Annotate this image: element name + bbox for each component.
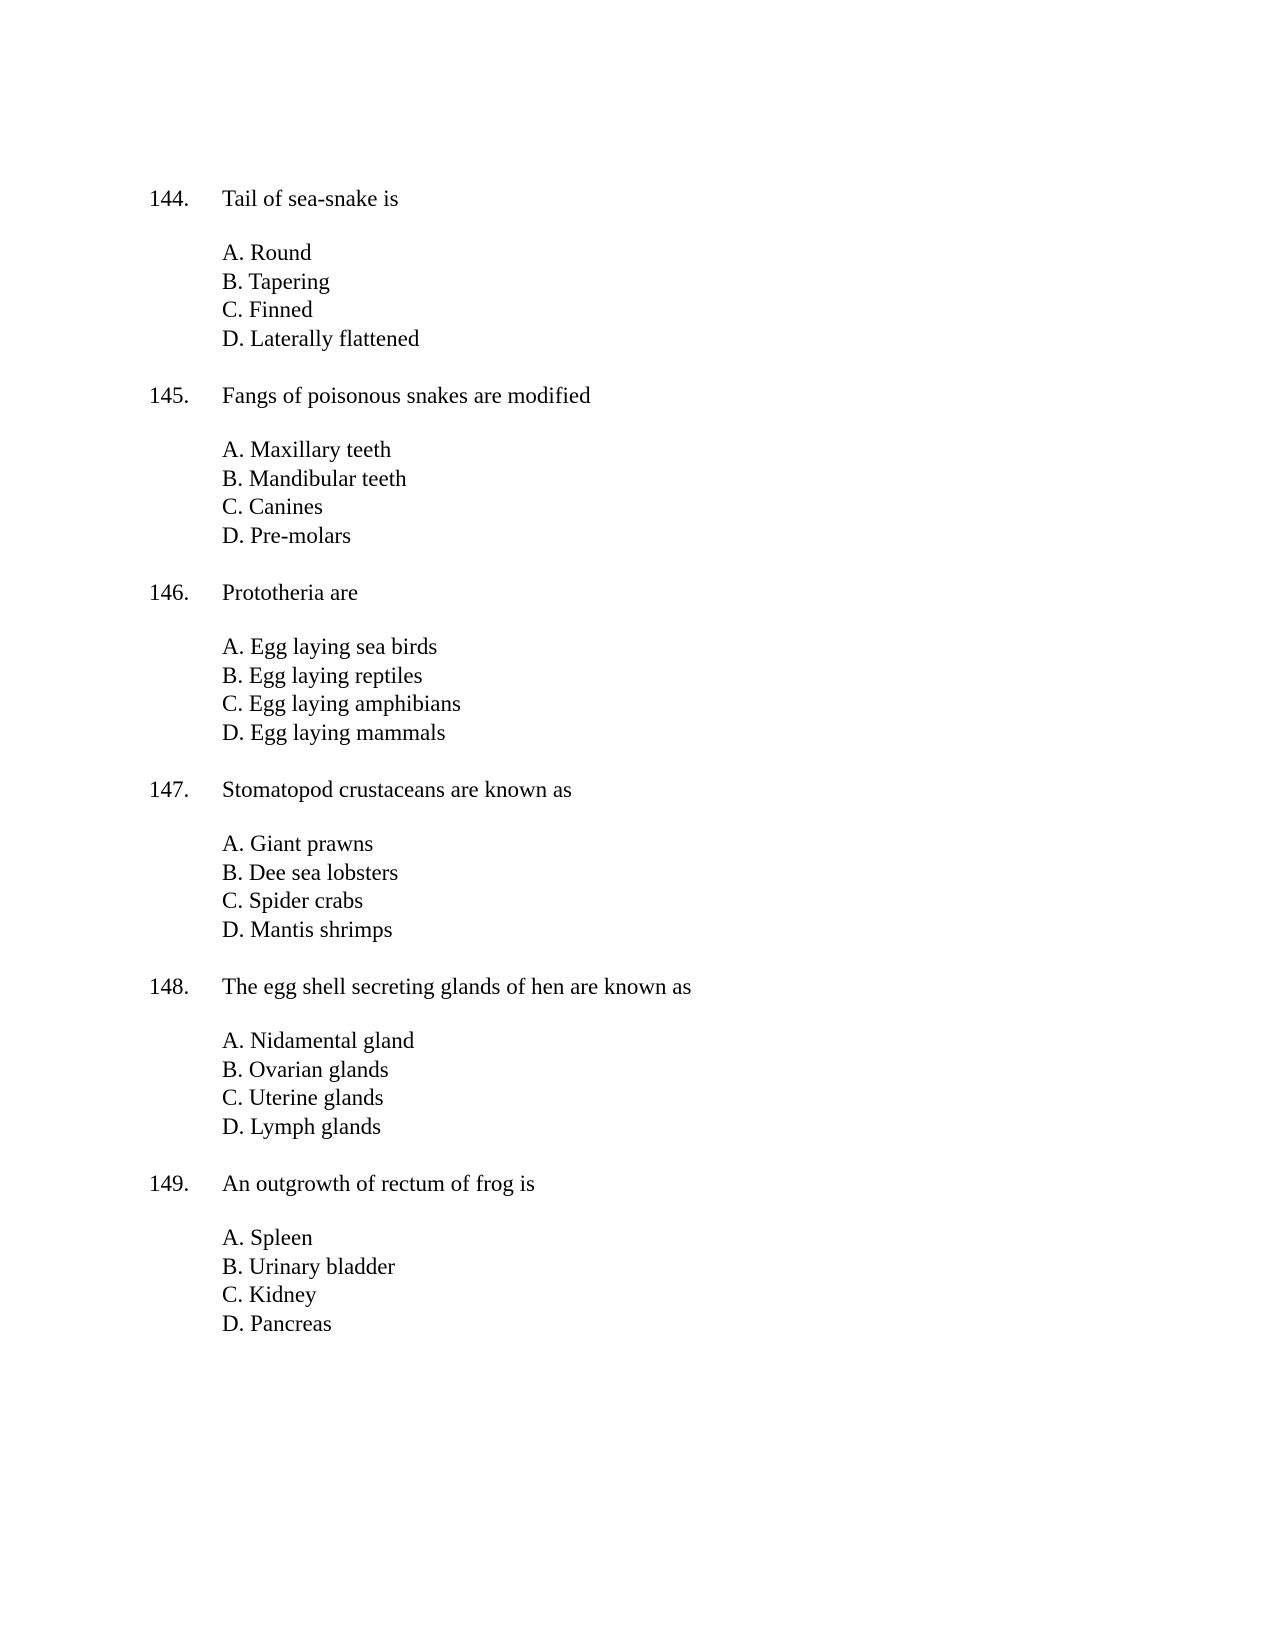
question-line	[0, 578, 1275, 608]
option-b: B. Mandibular teeth	[222, 465, 407, 491]
option-c: C. Uterine glands	[222, 1085, 384, 1110]
option-d: D. Mantis shrimps	[222, 916, 393, 942]
option-c: C. Kidney	[222, 1282, 317, 1307]
option-d: D. Laterally flattened	[222, 325, 420, 351]
question-line	[0, 972, 1275, 1002]
question-text: Prototheria are	[222, 580, 359, 605]
question-number: 144.	[149, 186, 190, 211]
option-b: B. Urinary bladder	[222, 1253, 396, 1279]
question-text: Stomatopod crustaceans are known as	[222, 777, 573, 802]
question-line	[0, 381, 1275, 411]
option-c: C. Egg laying amphibians	[222, 691, 461, 716]
option-list	[222, 1224, 395, 1338]
option-c: C. Canines	[222, 494, 323, 519]
question-number: 148.	[149, 974, 190, 999]
option-a: A. Spleen	[222, 1225, 313, 1250]
option-a: A. Nidamental gland	[222, 1028, 415, 1053]
option-a: A. Giant prawns	[222, 831, 374, 856]
option-b: B. Egg laying reptiles	[222, 662, 423, 688]
option-list	[222, 436, 407, 550]
question-line	[0, 1169, 1275, 1199]
option-b: B. Tapering	[222, 268, 330, 294]
question-149	[0, 1169, 1275, 1336]
question-145	[0, 381, 1275, 548]
option-list	[222, 239, 419, 353]
question-147	[0, 775, 1275, 942]
question-line	[0, 184, 1275, 214]
question-text: Fangs of poisonous snakes are modified	[222, 383, 591, 408]
option-d: D. Pre-molars	[222, 522, 352, 548]
option-b: B. Ovarian glands	[222, 1056, 389, 1082]
option-d: D. Pancreas	[222, 1310, 332, 1336]
option-d: D. Egg laying mammals	[222, 719, 446, 745]
option-c: C. Finned	[222, 297, 313, 322]
option-c: C. Spider crabs	[222, 888, 364, 913]
question-line	[0, 775, 1275, 805]
option-b: B. Dee sea lobsters	[222, 859, 399, 885]
option-list	[222, 1027, 414, 1141]
option-list	[222, 633, 461, 747]
question-text: Tail of sea-snake is	[222, 186, 399, 211]
question-number: 149.	[149, 1171, 190, 1196]
option-a: A. Round	[222, 240, 312, 265]
question-144	[0, 184, 1275, 351]
question-number: 147.	[149, 777, 190, 802]
question-148	[0, 972, 1275, 1139]
question-text: An outgrowth of rectum of frog is	[222, 1171, 535, 1196]
question-number: 145.	[149, 383, 190, 408]
option-a: A. Egg laying sea birds	[222, 634, 438, 659]
question-number: 146.	[149, 580, 190, 605]
option-d: D. Lymph glands	[222, 1113, 382, 1139]
question-146	[0, 578, 1275, 745]
question-text: The egg shell secreting glands of hen are known as	[222, 974, 692, 999]
option-list	[222, 830, 398, 944]
option-a: A. Maxillary teeth	[222, 437, 392, 462]
